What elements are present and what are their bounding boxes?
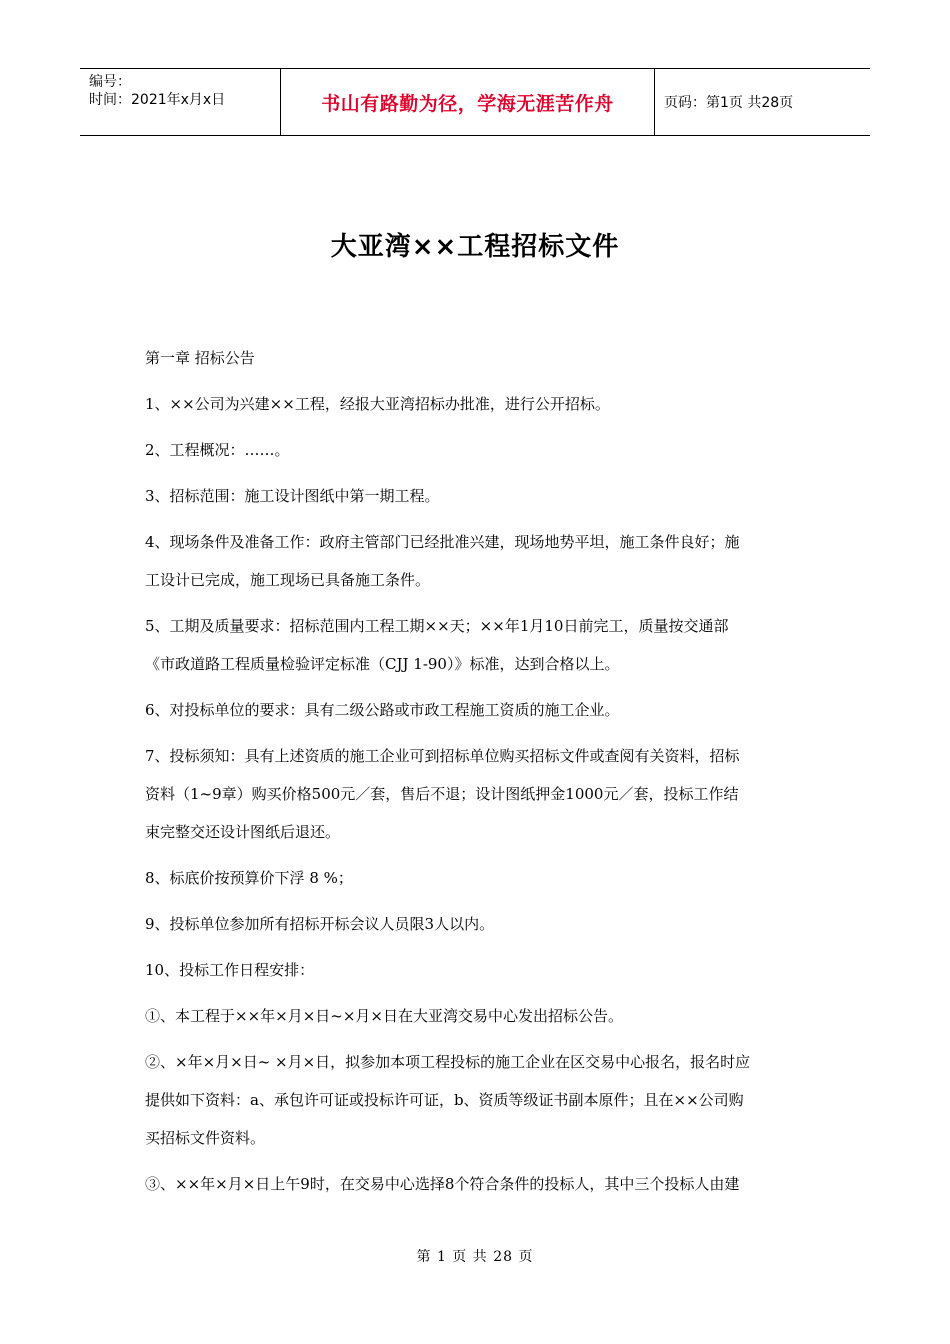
paragraph-line: ①、本工程于××年×月×日~×月×日在大亚湾交易中心发出招标公告。 <box>145 1007 623 1025</box>
paragraph <box>145 484 807 508</box>
paragraph <box>145 958 807 982</box>
header-table <box>80 68 870 136</box>
paragraph-line: 1、××公司为兴建××工程，经报大亚湾招标办批准，进行公开招标。 <box>145 395 610 413</box>
paragraph-line: 7、投标须知：具有上述资质的施工企业可到招标单位购买招标文件或查阅有关资料，招标 <box>145 747 740 765</box>
paragraph <box>145 392 807 416</box>
paragraph <box>145 438 807 462</box>
paragraph-line: 买招标文件资料。 <box>145 1129 266 1147</box>
paragraph <box>145 1004 807 1028</box>
paragraph <box>145 912 807 936</box>
time-label: 时间：2021年x月x日 <box>89 92 226 108</box>
paragraph-line: 5、工期及质量要求：招标范围内工程工期××天；××年1月10日前完工，质量按交通部 <box>145 617 729 635</box>
page-footer: 第 1 页 共 28 页 <box>416 1249 534 1265</box>
paragraph-line: 第一章 招标公告 <box>145 349 255 367</box>
paragraph-line: 6、对投标单位的要求：具有二级公路或市政工程施工资质的施工企业。 <box>145 701 620 719</box>
paragraph-line: 10、投标工作日程安排： <box>145 961 315 979</box>
paragraph <box>145 744 807 844</box>
document-body <box>145 346 807 1218</box>
paragraph-line: 9、投标单位参加所有招标开标会议人员限3人以内。 <box>145 915 495 933</box>
paragraph <box>145 614 807 676</box>
header-page-info: 页码：第1页 共28页 <box>664 95 794 111</box>
paragraph-line: 8、标底价按预算价下浮 8 %； <box>145 869 353 887</box>
paragraph-line: 提供如下资料：a、承包许可证或投标许可证，b、资质等级证书副本原件；且在××公司购 <box>145 1091 744 1109</box>
paragraph <box>145 1050 807 1150</box>
header-meta <box>80 69 281 135</box>
paragraph-line: ②、×年×月×日~ ×月×日，拟参加本项工程投标的施工企业在区交易中心报名，报名时应 <box>145 1053 751 1071</box>
document-title: 大亚湾××工程招标文件 <box>330 232 620 262</box>
paragraph-line: 《市政道路工程质量检验评定标准（CJJ 1-90）》标准，达到合格以上。 <box>145 655 620 673</box>
paragraph-line: ③、××年×月×日上午9时，在交易中心选择8个符合条件的投标人，其中三个投标人由建 <box>145 1175 740 1193</box>
paragraph-line: 资料（1~9章）购买价格500元／套，售后不退；设计图纸押金1000元／套，投标工作结 <box>145 785 739 803</box>
chapter-heading <box>145 346 807 370</box>
paragraph-line: 4、现场条件及准备工作：政府主管部门已经批准兴建，现场地势平坦，施工条件良好；施 <box>145 533 740 551</box>
paragraph-line: 束完整交还设计图纸后退还。 <box>145 823 341 841</box>
paragraph-line: 3、招标范围：施工设计图纸中第一期工程。 <box>145 487 440 505</box>
header-motto: 书山有路勤为径，学海无涯苦作舟 <box>281 69 655 135</box>
paragraph-line: 2、工程概况：……。 <box>145 441 290 459</box>
paragraph <box>145 866 807 890</box>
paragraph <box>145 1172 807 1196</box>
number-label: 编号： <box>89 74 131 90</box>
paragraph-line: 工设计已完成，施工现场已具备施工条件。 <box>145 571 431 589</box>
paragraph <box>145 530 807 592</box>
paragraph <box>145 698 807 722</box>
